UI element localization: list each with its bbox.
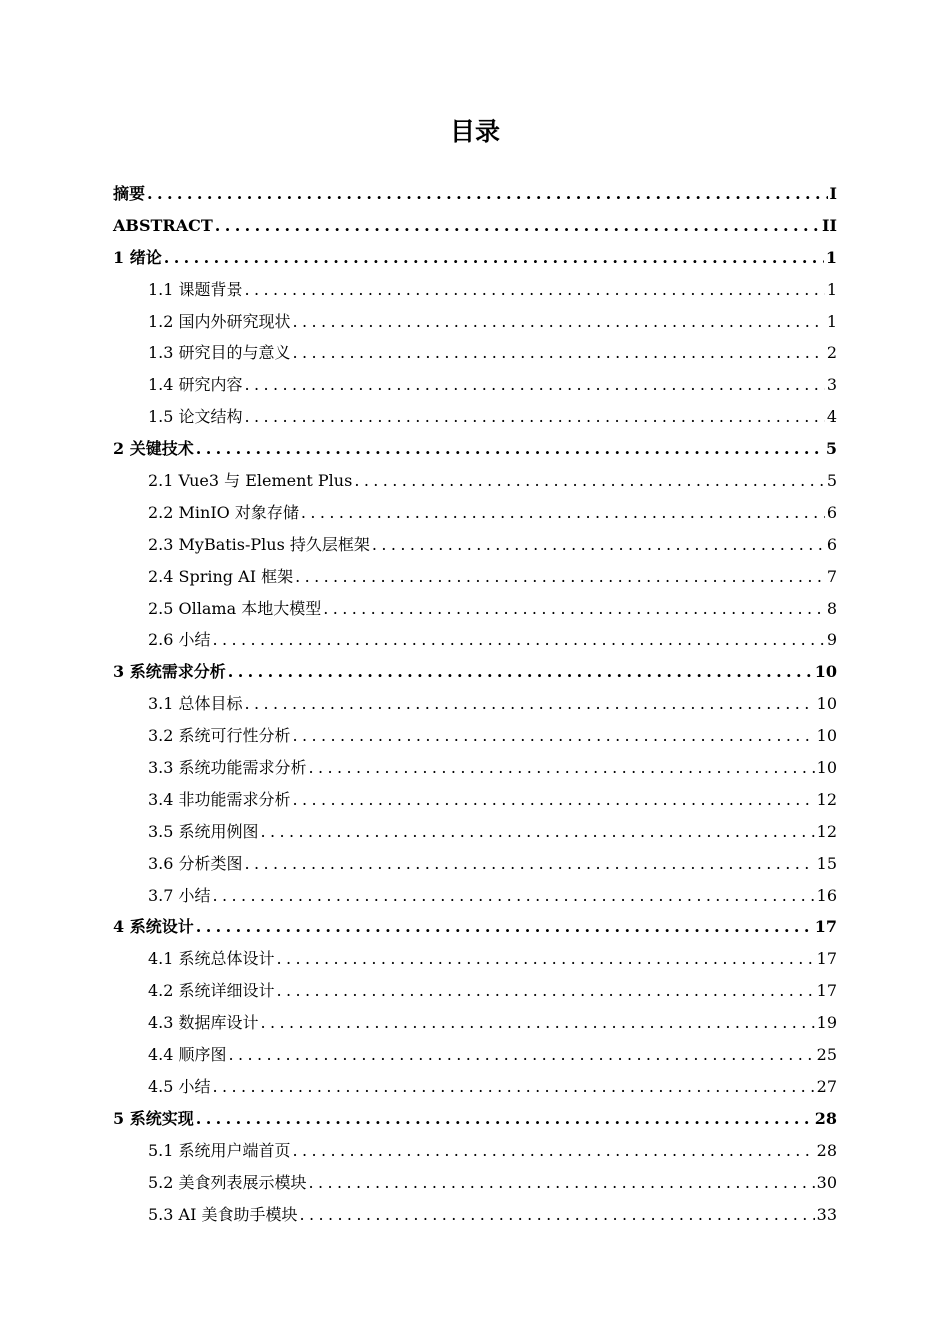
toc-entry-page: 10 [816, 694, 837, 714]
toc-entry-section-2-5[interactable] [113, 593, 837, 625]
dot-leader [211, 624, 825, 656]
toc-entry-section-2-2[interactable] [113, 497, 837, 529]
toc-entry-label: 1 绪论 [113, 247, 162, 267]
toc-entry-section-3-1[interactable] [113, 688, 837, 720]
toc-entry-section-2-6[interactable] [113, 624, 837, 656]
toc-entry-page: 17 [816, 949, 837, 969]
toc-entry-page: 25 [816, 1045, 837, 1065]
toc-entry-section-1-3[interactable] [113, 337, 837, 369]
dot-leader [275, 975, 815, 1007]
toc-entry-label: 3.3 系统功能需求分析 [148, 758, 307, 778]
toc-entry-page: 8 [826, 598, 837, 618]
toc-entry-label: 2.1 Vue3 与 Element Plus [148, 471, 353, 491]
toc-entry-page: 6 [826, 534, 837, 554]
toc-entry-chapter-2[interactable] [113, 433, 837, 465]
toc-entry-label: 5.1 系统用户端首页 [148, 1140, 291, 1160]
toc-entry-page: 33 [816, 1204, 837, 1224]
toc-entry-label: 1.2 国内外研究现状 [148, 311, 291, 331]
toc-entry-page: 10 [814, 662, 837, 682]
dot-leader [194, 433, 824, 465]
toc-entry-label: 2.5 Ollama 本地大模型 [148, 598, 322, 618]
dot-leader [243, 848, 815, 880]
dot-leader [259, 1007, 815, 1039]
toc-entry-section-4-3[interactable] [113, 1007, 837, 1039]
dot-leader [307, 752, 815, 784]
toc-title: 目录 [449, 117, 500, 146]
toc-entry-label: 1.3 研究目的与意义 [148, 343, 291, 363]
dot-leader [307, 1167, 815, 1199]
dot-leader [211, 1071, 815, 1103]
toc-entry-section-2-3[interactable] [113, 529, 837, 561]
toc-entry-page: 17 [816, 981, 837, 1001]
toc-entry-section-3-4[interactable] [113, 784, 837, 816]
toc-entry-label: 1.4 研究内容 [148, 375, 243, 395]
toc-entry-page: 2 [826, 343, 837, 363]
toc-entry-label: 3 系统需求分析 [113, 662, 226, 682]
toc-entry-section-4-5[interactable] [113, 1071, 837, 1103]
toc-entry-section-3-3[interactable] [113, 752, 837, 784]
dot-leader [293, 561, 825, 593]
toc-entry-page: 1 [826, 311, 837, 331]
dot-leader [243, 274, 825, 306]
toc-entry-page: 15 [816, 853, 837, 873]
toc-entry-label: 2.3 MyBatis-Plus 持久层框架 [148, 534, 370, 554]
toc-entry-label: 5 系统实现 [113, 1108, 194, 1128]
toc-entry-label: ABSTRACT [113, 215, 213, 235]
toc-entry-label: 1.1 课题背景 [148, 279, 243, 299]
toc-entry-page: II [822, 215, 837, 235]
dot-leader [291, 784, 815, 816]
dot-leader [194, 1103, 813, 1135]
dot-leader [352, 465, 824, 497]
toc-entry-section-2-1[interactable] [113, 465, 837, 497]
dot-leader [275, 943, 815, 975]
toc-entry-label: 2.4 Spring AI 框架 [148, 566, 294, 586]
toc-entry-label: 摘要 [113, 184, 146, 203]
toc-entry-chapter-1[interactable] [113, 242, 837, 274]
toc-entry-label: 2 关键技术 [113, 439, 194, 459]
dot-leader [291, 1135, 815, 1167]
dot-leader [299, 497, 825, 529]
toc-entry-label: 1.5 论文结构 [148, 407, 243, 427]
toc-entry-section-1-5[interactable] [113, 401, 837, 433]
toc-entry-label: 3.7 小结 [148, 885, 211, 905]
toc-entry-label: 3.2 系统可行性分析 [148, 726, 291, 746]
dot-leader [259, 816, 815, 848]
dot-leader [213, 210, 820, 242]
toc-entry-page: 12 [816, 821, 837, 841]
toc-entry-label: 2.2 MinIO 对象存储 [148, 502, 299, 522]
toc-entry-page: 12 [816, 789, 837, 809]
toc-entry-section-4-4[interactable] [113, 1039, 837, 1071]
toc-entry-section-3-2[interactable] [113, 720, 837, 752]
dot-leader [291, 306, 825, 338]
toc-entry-page: 7 [826, 566, 837, 586]
toc-entry-abstract-en[interactable] [113, 210, 837, 242]
toc-entry-label: 4.3 数据库设计 [148, 1013, 259, 1033]
toc-entry-page: 10 [816, 758, 837, 778]
dot-leader [370, 529, 825, 561]
toc-entry-abstract-cn[interactable] [113, 178, 837, 210]
toc-entry-page: 1 [826, 279, 837, 299]
dot-leader [243, 401, 825, 433]
toc-entry-section-5-2[interactable] [113, 1167, 837, 1199]
dot-leader [291, 337, 825, 369]
toc-entry-section-5-1[interactable] [113, 1135, 837, 1167]
toc-entry-section-5-3[interactable] [113, 1199, 837, 1231]
toc-entry-page: 6 [826, 502, 837, 522]
toc-entry-section-3-7[interactable] [113, 880, 837, 912]
toc-entry-label: 3.5 系统用例图 [148, 821, 259, 841]
toc-entry-section-4-1[interactable] [113, 943, 837, 975]
dot-leader [243, 369, 825, 401]
table-of-contents [113, 178, 837, 1230]
toc-entry-page: 16 [816, 885, 837, 905]
toc-entry-page: 17 [814, 917, 837, 937]
toc-entry-section-4-2[interactable] [113, 975, 837, 1007]
toc-entry-label: 5.2 美食列表展示模块 [148, 1172, 307, 1192]
dot-leader [321, 593, 825, 625]
toc-entry-chapter-5[interactable] [113, 1103, 837, 1135]
dot-leader [227, 1039, 815, 1071]
dot-leader [194, 911, 813, 943]
dot-leader [162, 242, 824, 274]
dot-leader [291, 720, 815, 752]
dot-leader [145, 178, 828, 210]
dot-leader [226, 656, 813, 688]
toc-entry-page: 27 [816, 1076, 837, 1096]
toc-entry-page: 19 [816, 1013, 837, 1033]
dot-leader [298, 1199, 815, 1231]
toc-entry-chapter-3[interactable] [113, 656, 837, 688]
toc-entry-page: 3 [826, 375, 837, 395]
toc-entry-section-1-2[interactable] [113, 306, 837, 338]
toc-entry-page: 1 [825, 247, 837, 267]
toc-entry-label: 3.1 总体目标 [148, 694, 243, 714]
toc-entry-page: 5 [825, 439, 837, 459]
dot-leader [243, 688, 815, 720]
toc-entry-page: 9 [826, 630, 837, 650]
toc-entry-page: 28 [814, 1108, 837, 1128]
toc-entry-page: I [829, 184, 837, 203]
toc-entry-section-3-6[interactable] [113, 848, 837, 880]
toc-entry-page: 30 [816, 1172, 837, 1192]
dot-leader [211, 880, 815, 912]
toc-entry-label: 3.4 非功能需求分析 [148, 789, 291, 809]
toc-entry-page: 5 [826, 471, 837, 491]
toc-entry-label: 4 系统设计 [113, 917, 194, 937]
toc-entry-label: 5.3 AI 美食助手模块 [148, 1204, 298, 1224]
toc-entry-label: 4.4 顺序图 [148, 1045, 227, 1065]
toc-entry-section-3-5[interactable] [113, 816, 837, 848]
toc-entry-chapter-4[interactable] [113, 911, 837, 943]
toc-entry-label: 4.2 系统详细设计 [148, 981, 275, 1001]
toc-entry-page: 4 [826, 407, 837, 427]
toc-entry-section-1-1[interactable] [113, 274, 837, 306]
toc-entry-section-1-4[interactable] [113, 369, 837, 401]
toc-entry-label: 4.1 系统总体设计 [148, 949, 275, 969]
toc-entry-label: 2.6 小结 [148, 630, 211, 650]
toc-entry-label: 4.5 小结 [148, 1076, 211, 1096]
toc-entry-page: 28 [816, 1140, 837, 1160]
toc-entry-label: 3.6 分析类图 [148, 853, 243, 873]
toc-entry-page: 10 [816, 726, 837, 746]
toc-entry-section-2-4[interactable] [113, 561, 837, 593]
